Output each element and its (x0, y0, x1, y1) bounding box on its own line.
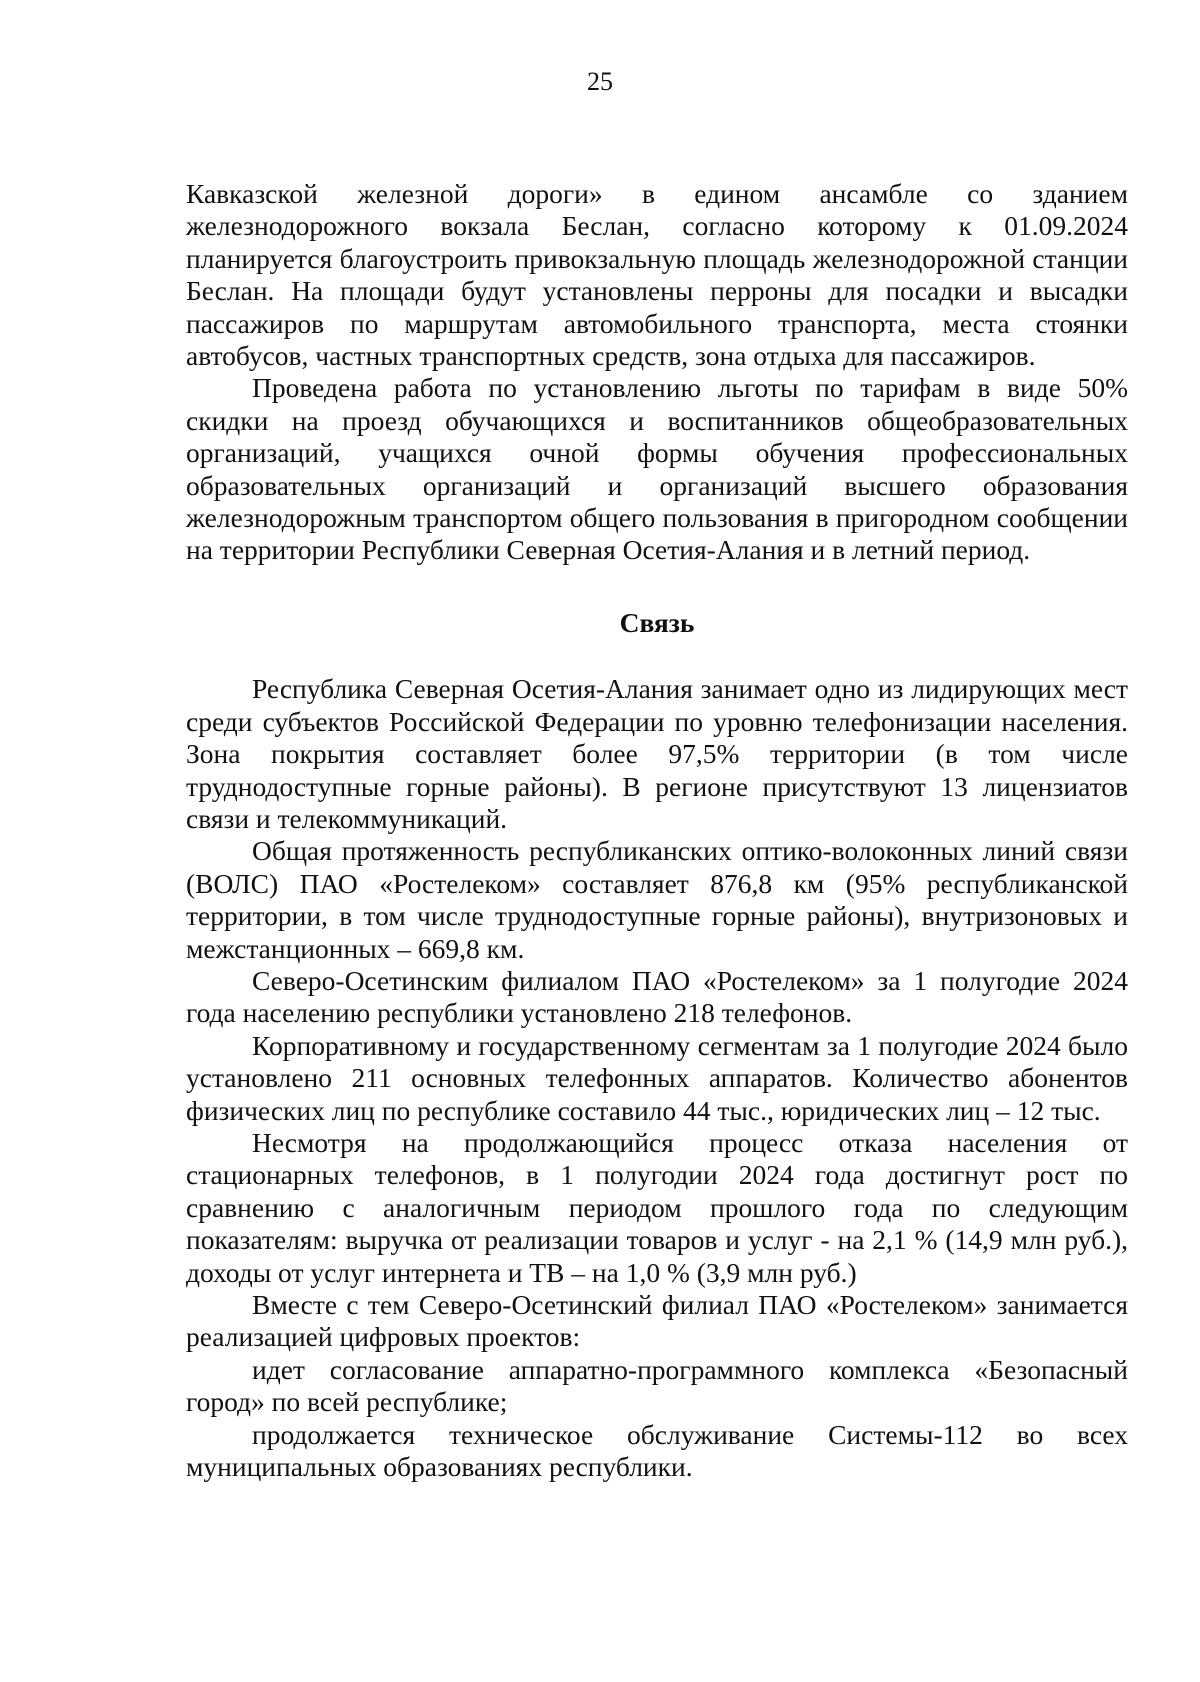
page-content (186, 178, 1128, 1483)
page-number: 25 (587, 67, 613, 96)
paragraph-fiber-lines: Общая протяженность республиканских оптико-волоконных линий связи (ВОЛС) ПАО «Ростелеком» составляет 876,8 км (95% республиканской территории, в том числе труднодоступные горные районы), внутризоновых и межстанционных – 669,8 км. (186, 835, 1128, 964)
paragraph-revenue-growth: Несмотря на продолжающийся процесс отказа населения от стационарных телефонов, в 1 полугодии 2024 года достигнут рост по сравнению с аналогичным периодом прошлого года по следующим показателям: выручка от реализации товаров и услуг - на 2,1 % (14,9 млн руб.), доходы от услуг интернета и ТВ – на 1,0 % (3,9 млн руб.) (186, 1126, 1128, 1288)
paragraph-safe-city: идет согласование аппаратно-программного комплекса «Безопасный город» по всей республике; (186, 1353, 1128, 1418)
paragraph-fare-discount: Проведена работа по установлению льготы по тарифам в виде 50% скидки на проезд обучающихся и воспитанников общеобразовательных организаций, учащихся очной формы обучения профессиональных образовательных организаций и организаций высшего образования железнодорожным транспортом общего пользования в пригородном сообщении на территории Республики Северная Осетия-Алания и в летний период. (186, 372, 1128, 566)
paragraph-corporate-segment: Корпоративному и государственному сегментам за 1 полугодие 2024 было установлено 211 основных телефонных аппаратов. Количество абонентов физических лиц по республике составило 44 тыс., юридических лиц – 12 тыс. (186, 1029, 1128, 1126)
paragraph-phones-installed: Северо-Осетинским филиалом ПАО «Ростелеком» за 1 полугодие 2024 года населению республики установлено 218 телефонов. (186, 964, 1128, 1029)
paragraph-telephonization: Республика Северная Осетия-Алания занимает одно из лидирующих мест среди субъектов Российской Федерации по уровню телефонизации населения. Зона покрытия составляет более 97,5% территории (в том числе труднодоступные горные районы). В регионе присутствуют 13 лицензиатов связи и телекоммуникаций. (186, 673, 1128, 834)
paragraph-railway-station: Кавказской железной дороги» в едином ансамбле со зданием железнодорожного вокзала Беслан, согласно которому к 01.09.2024 планируется благоустроить привокзальную площадь железнодорожной станции Беслан. На площади будут установлены перроны для посадки и высадки пассажиров по маршрутам автомобильного транспорта, места стоянки автобусов, частных транспортных средств, зона отдыха для пассажиров. (186, 178, 1128, 372)
paragraph-system-112: продолжается техническое обслуживание Системы-112 во всех муниципальных образованиях республики. (186, 1418, 1128, 1483)
section-title: Связь (619, 606, 695, 638)
paragraph-digital-projects: Вместе с тем Северо-Осетинский филиал ПАО «Ростелеком» занимается реализацией цифровых проектов: (186, 1289, 1128, 1353)
